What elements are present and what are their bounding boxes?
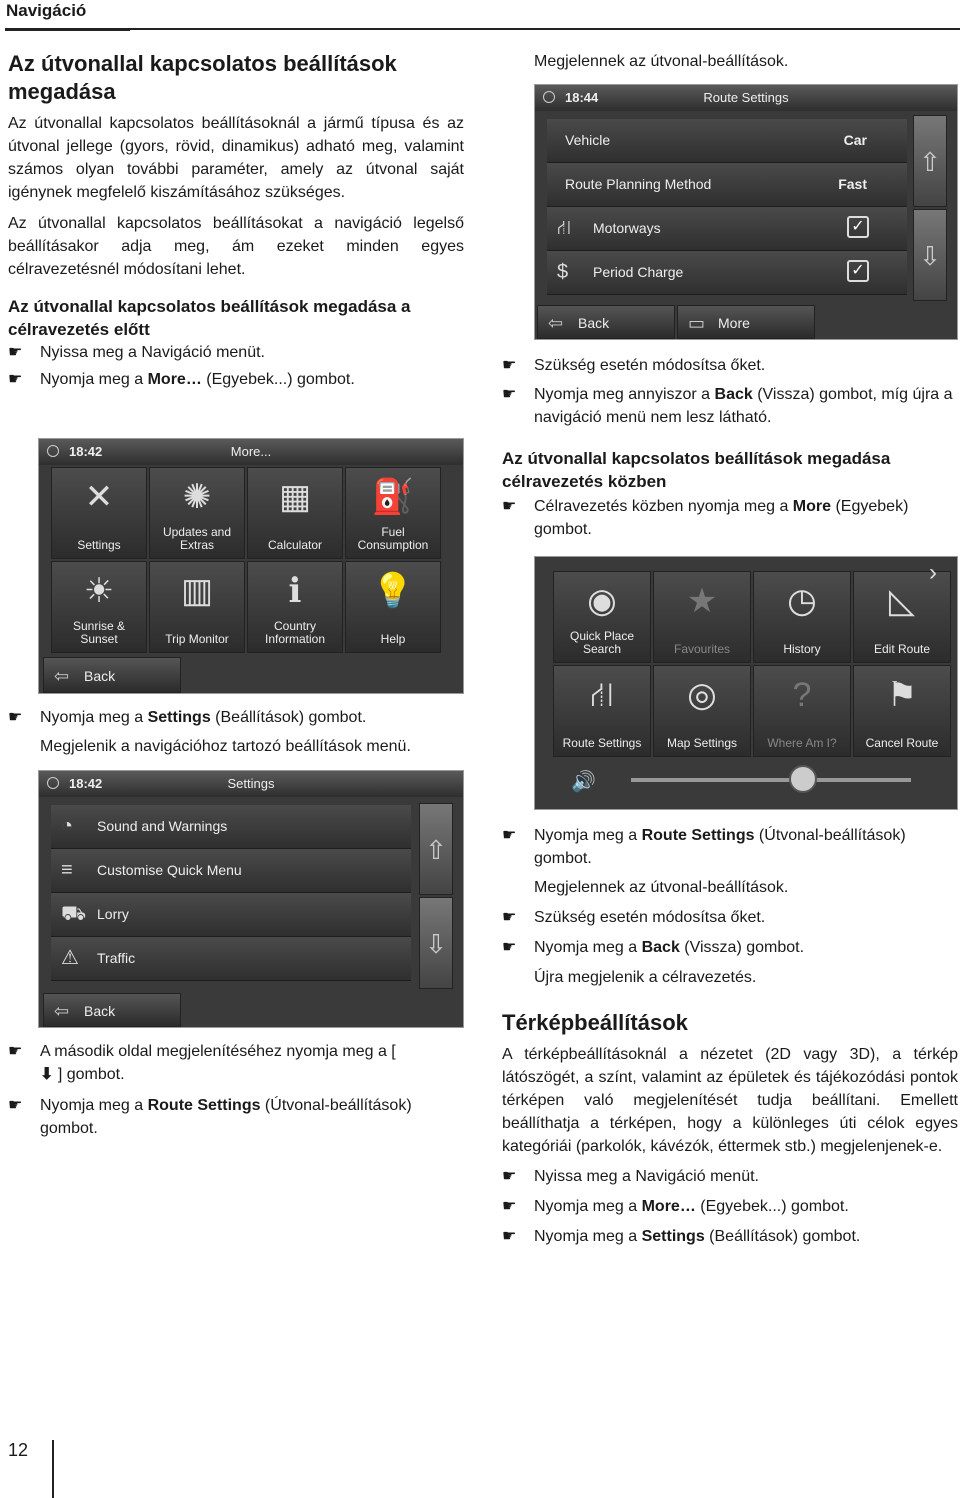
status-bar: 18:44 Route Settings [535,85,957,111]
more-icon: ▭ [688,313,706,333]
back-button[interactable]: ⇦ Back [537,305,675,339]
chevron-right-icon[interactable]: › [929,559,937,586]
settings-row-quick-menu[interactable]: ≡ Customise Quick Menu [51,849,411,893]
left-column-cont [8,706,464,758]
tile-edit-route[interactable]: ◺ Edit Route [853,571,951,663]
menu-icon: ≡ [61,859,73,881]
right-column [502,354,958,541]
footer-rule [52,1440,54,1498]
eye-icon: ◎ [687,676,717,714]
tile-history[interactable]: ◷ History [753,571,851,663]
bullet-item: ☛ Nyomja meg a More… (Egyebek...) gombot. [502,1195,958,1218]
scroll-up-button[interactable] [419,803,453,895]
arrow-left-icon: ⇦ [548,313,564,333]
bar-chart-icon: ▥ [180,572,214,610]
pointing-hand-icon: ☛ [8,371,23,388]
star-icon: ★ [686,582,718,620]
screenshot-quick-menu [534,556,958,810]
sound-icon: ◔ [61,815,74,837]
header-rule [130,28,960,30]
lightbulb-icon: 💡 [371,572,415,610]
toll-icon: $ [557,261,569,283]
paragraph: Megjelennek az útvonal-beállítások. [534,53,789,70]
tile-country[interactable]: ℹ Country Information [247,561,343,653]
pointing-hand-icon: ☛ [502,1228,517,1245]
route-row-vehicle[interactable]: Vehicle Car [547,119,907,163]
pointing-hand-icon: ☛ [502,939,517,956]
section-header: Navigáció [6,1,87,20]
paragraph: Az útvonallal kapcsolatos beállításoknál a jármű típusa és az útvonal jellege (gyors, rövid, dinamikus) adható meg, valamint számos olyan további paraméter, amely az útvonal saját igénynek megfelelő kiszámításához szükséges. [8,115,464,201]
tile-settings[interactable]: ✕ Settings [51,467,147,559]
page-number: 12 [8,1440,29,1460]
checkbox[interactable]: ✓ [847,216,869,238]
sun-icon: ☀ [83,572,115,610]
triangle-ruler-icon: ◺ [888,582,916,620]
tile-route-settings[interactable]: ⛙ Route Settings [553,665,651,757]
scroll-up-button[interactable] [913,115,947,207]
satellite-icon: ✺ [182,478,212,516]
settings-row-lorry[interactable]: ⛟ Lorry [51,893,411,937]
tile-updates[interactable]: ✺ Updates and Extras [149,467,245,559]
pointing-hand-icon: ☛ [502,1198,517,1215]
settings-row-traffic[interactable]: ⚠ Traffic [51,937,411,981]
tile-favourites[interactable]: ★ Favourites [653,571,751,663]
bullet-item: ☛ A második oldal megjelenítéséhez nyomja meg a [ ⬇ ] gombot. [8,1040,464,1086]
speaker-icon: 🔊 [571,771,596,793]
bullet-item: ☛ Nyomja meg a Settings (Beállítások) gombot. [8,706,464,729]
bullet-item: ☛ Célravezetés közben nyomja meg a More (Egyebek) gombot. [502,495,958,541]
tile-where-am-i[interactable]: ? Where Am I? [753,665,851,757]
truck-icon: ⛟ [61,903,87,925]
compass-icon: ◉ [587,582,617,620]
checkered-flag-icon: ⚑ [886,676,918,714]
pointing-hand-icon: ☛ [8,1097,23,1114]
tile-fuel[interactable]: ⛽ Fuel Consumption [345,467,441,559]
bullet-item: ☛ Nyomja meg a Route Settings (Útvonal-beállítások) gombot. [502,824,958,870]
pointing-hand-icon: ☛ [502,498,517,515]
road-icon: ⛙ [557,217,572,239]
fuel-can-icon: ⛽ [371,478,415,516]
tile-calculator[interactable]: ▦ Calculator [247,467,343,559]
arrow-left-icon: ⇦ [54,1001,70,1021]
section-title: Térképbeállítások [502,1010,688,1035]
info-icon: ℹ [288,572,302,610]
back-button[interactable]: ⇦ Back [43,993,181,1027]
pointing-hand-icon: ☛ [502,386,517,403]
paragraph: Az útvonallal kapcsolatos beállításokat a navigáció legelső beállításakor adja meg, ám ezeket minden egyes célravezetésnél módosítani lehet. [8,215,464,278]
bullet-item: ☛ Nyomja meg a Route Settings (Útvonal-beállítások) gombot. [8,1094,464,1140]
subsection-title: Az útvonallal kapcsolatos beállítások megadása célravezetés közben [502,449,891,491]
tile-sunrise[interactable]: ☀ Sunrise & Sunset [51,561,147,653]
arrow-down-icon: ⇩ [919,241,941,271]
note: Megjelennek az útvonal-beállítások. [534,879,789,896]
screenshot-more-menu [38,438,464,694]
status-bar: 18:42 More... [39,439,463,465]
screenshot-settings-menu [38,770,464,1028]
note: Megjelenik a navigációhoz tartozó beállítások menü. [40,738,411,755]
arrow-up-icon: ⇧ [919,147,941,177]
status-bar: 18:42 Settings [39,771,463,797]
scroll-down-button[interactable] [913,209,947,301]
settings-row-sound[interactable]: ◔ Sound and Warnings [51,805,411,849]
arrow-down-icon: ⬇ [40,1066,54,1083]
volume-slider[interactable] [631,778,911,782]
left-column-end [8,1040,464,1140]
clock-icon: ◷ [787,582,817,620]
bullet-item: ☛ Nyomja meg a More… (Egyebek...) gombot. [8,368,464,391]
bullet-item: ☛ Szükség esetén módosítsa őket. [502,354,958,377]
paragraph: A térképbeállításoknál a nézetet (2D vagy 3D), a térkép látószögét, a színt, valamint az épületek és tájékozódási pontok térképen való megjelenítését tudja beállítani. Emellett beállíthatja a térképen, hogy a különleges úti célok egyes kategóriái (parkolók, kávézók, éttermek stb.) megjelenjenek-e. [502,1046,958,1155]
checkbox[interactable]: ✓ [847,260,869,282]
right-column-cont [502,824,958,1248]
pointing-hand-icon: ☛ [502,827,517,844]
tile-quick-place-search[interactable]: ◉ Quick Place Search [553,571,651,663]
calculator-icon: ▦ [278,478,312,516]
section-title: Az útvonallal kapcsolatos beállítások megadása [8,51,397,104]
question-icon: ? [792,676,812,714]
screenshot-route-settings [534,84,958,340]
pointing-hand-icon: ☛ [502,1168,517,1185]
bullet-item: ☛ Nyissa meg a Navigáció menüt. [502,1165,958,1188]
header-rule-left [5,28,130,31]
subsection-title: Az útvonallal kapcsolatos beállítások megadása a célravezetés előtt [8,297,411,339]
route-row-method[interactable]: Route Planning Method Fast [547,163,907,207]
bullet-item: ☛ Nyomja meg annyiszor a Back (Vissza) gombot, míg újra a navigáció menü nem lesz látható. [502,383,958,429]
tile-map-settings[interactable]: ◎ Map Settings [653,665,751,757]
bullet-item: ☛ Nyissa meg a Navigáció menüt. [8,341,464,364]
tile-cancel-route[interactable]: ⚑ Cancel Route [853,665,951,757]
tile-trip-monitor[interactable]: ▥ Trip Monitor [149,561,245,653]
note: Újra megjelenik a célravezetés. [534,969,757,986]
warning-icon: ⚠ [61,947,79,969]
arrow-left-icon: ⇦ [54,666,70,686]
route-row-period-charge[interactable]: $ Period Charge ✓ [547,251,907,295]
bullet-item: ☛ Szükség esetén módosítsa őket. [502,906,958,929]
tools-icon: ✕ [84,478,114,516]
scroll-down-button[interactable] [419,897,453,989]
volume-slider-handle[interactable] [789,765,817,793]
pointing-hand-icon: ☛ [8,344,23,361]
bullet-item: ☛ Nyomja meg a Back (Vissza) gombot. [502,936,958,959]
route-row-motorways[interactable]: ⛙ Motorways ✓ [547,207,907,251]
pointing-hand-icon: ☛ [502,909,517,926]
left-column [8,50,464,391]
bullet-item: ☛ Nyomja meg a Settings (Beállítások) gombot. [502,1225,958,1248]
back-button[interactable]: ⇦ Back [43,657,181,693]
tile-help[interactable]: 💡 Help [345,561,441,653]
route-settings-icon: ⛙ [590,676,614,714]
pointing-hand-icon: ☛ [8,709,23,726]
pointing-hand-icon: ☛ [502,357,517,374]
more-button[interactable]: ▭ More [677,305,815,339]
arrow-down-icon: ⇩ [425,929,447,959]
arrow-up-icon: ⇧ [425,835,447,865]
pointing-hand-icon: ☛ [8,1043,23,1060]
